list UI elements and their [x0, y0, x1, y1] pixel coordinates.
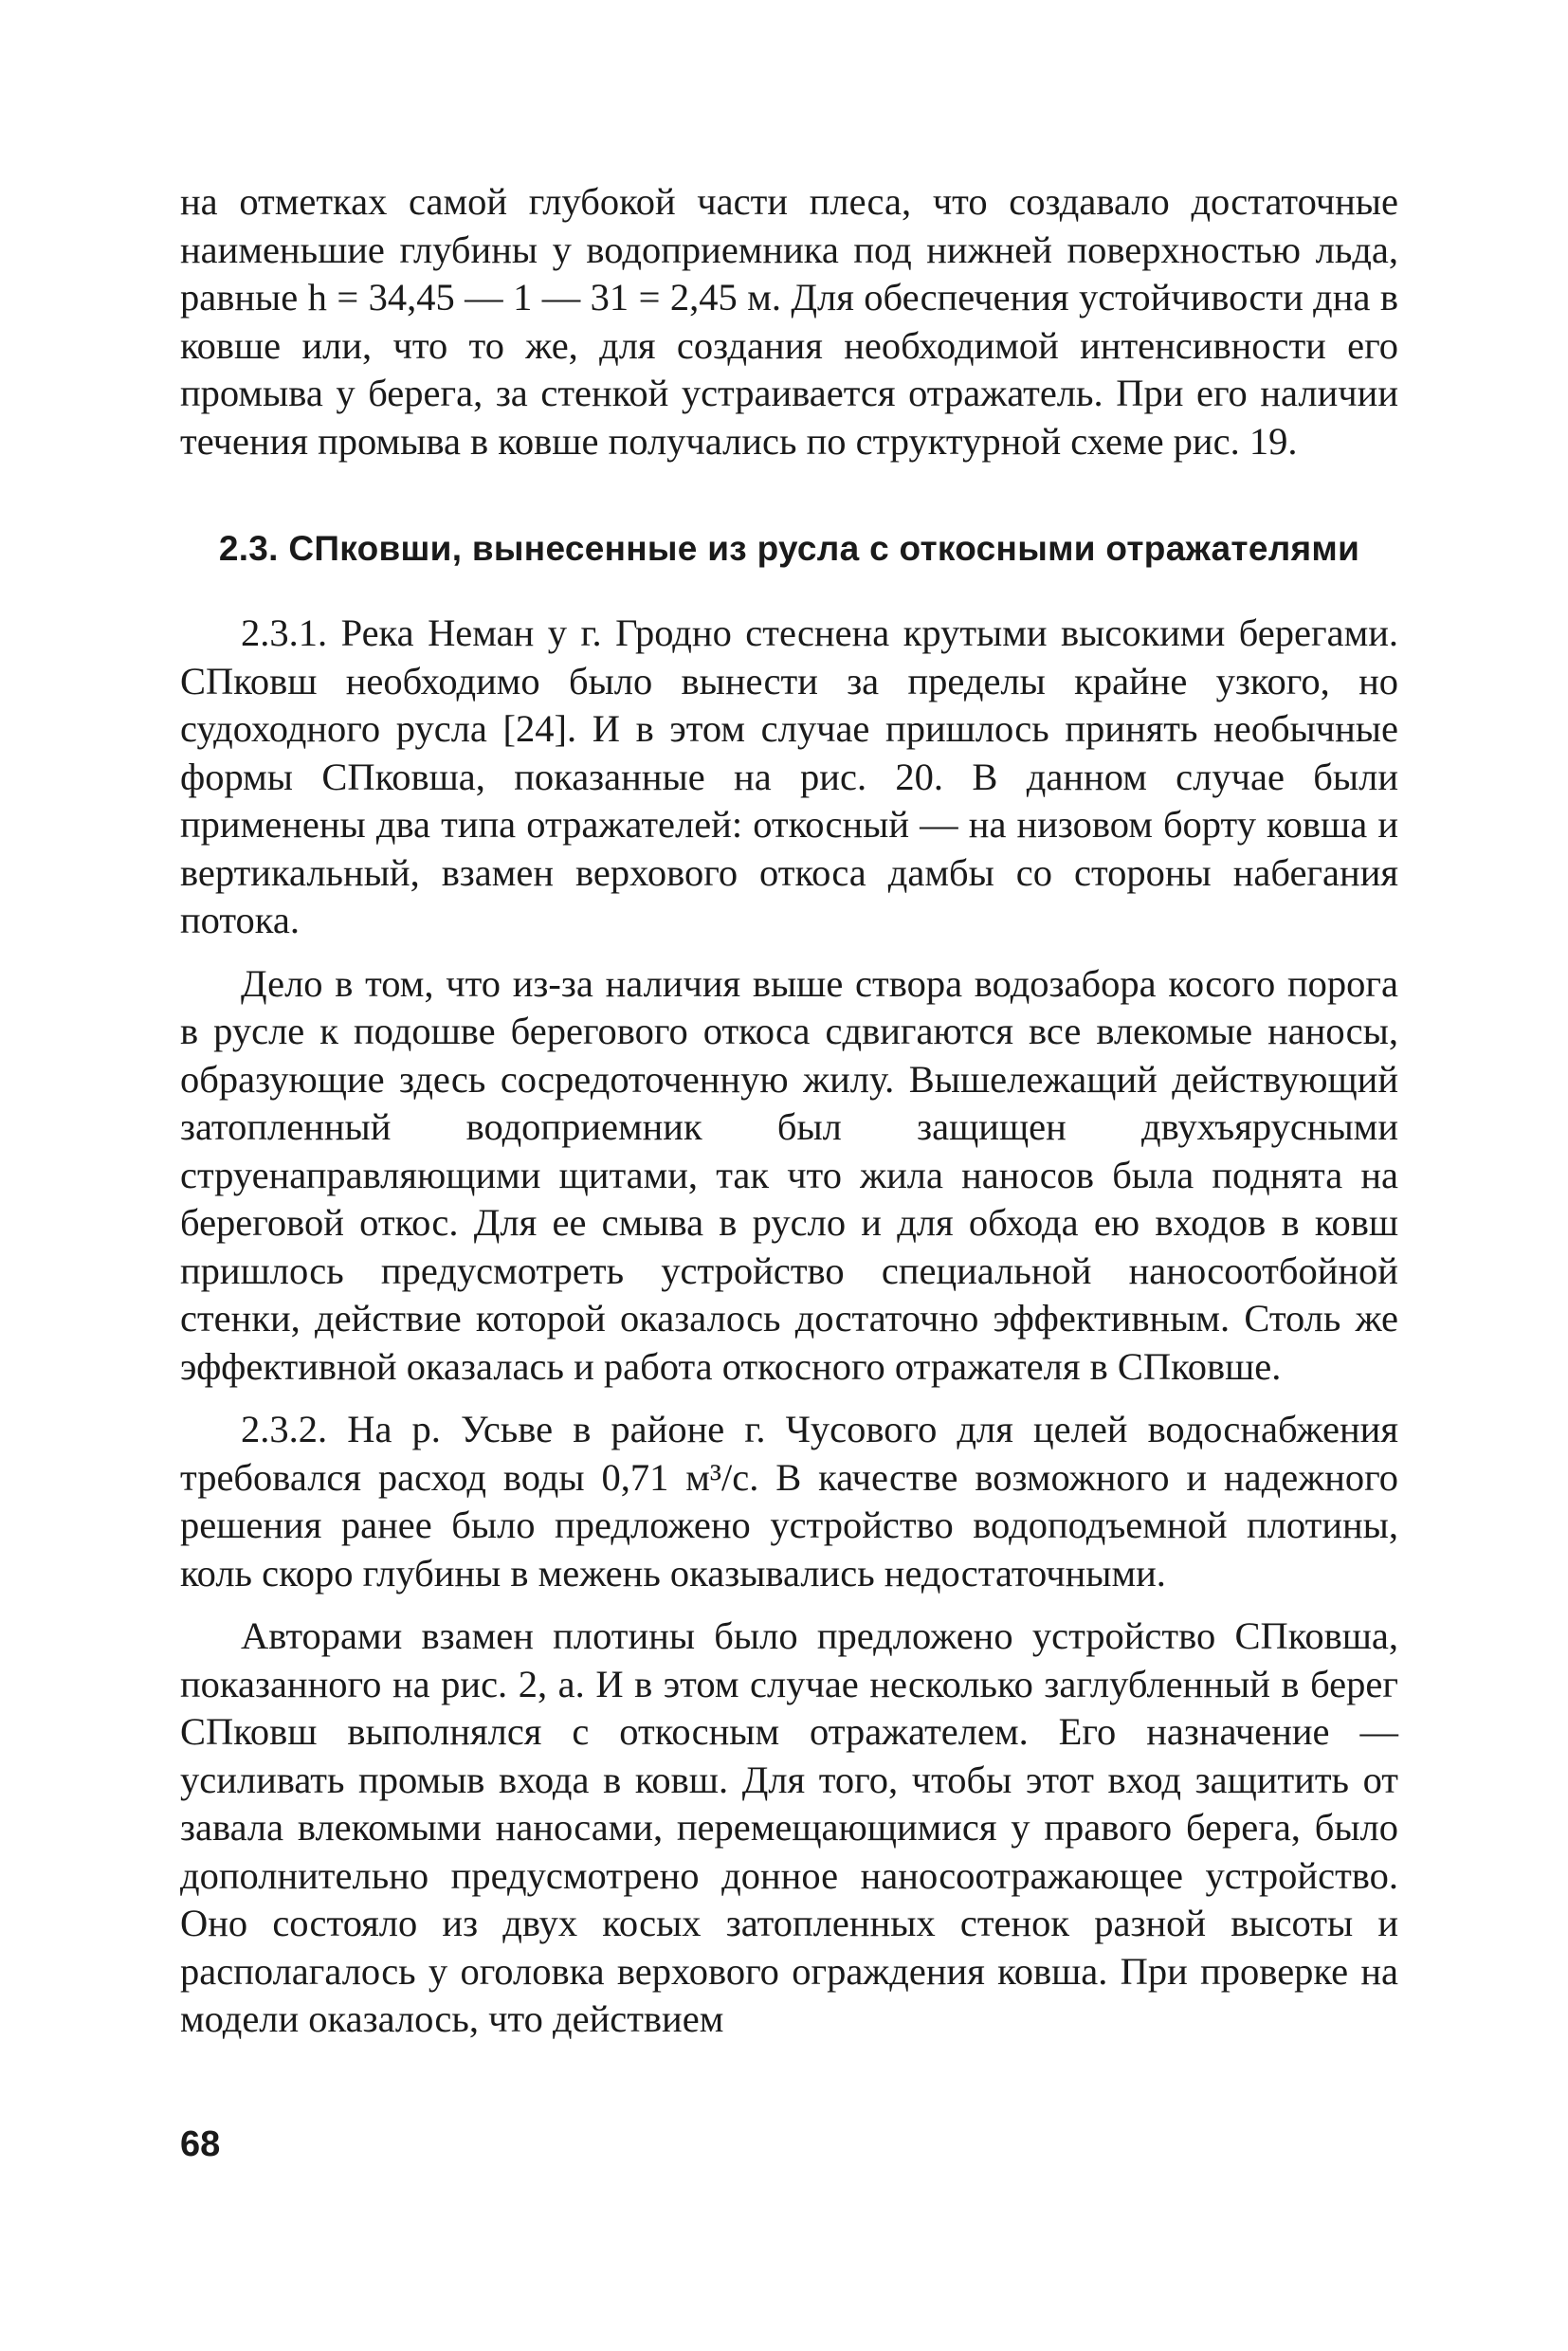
- paragraph-2-3-1: 2.3.1. Река Неман у г. Гродно стеснена крутыми высокими берегами. СПковш необходимо было вынести за пределы крайне узкого, но судоходного русла [24]. И в этом случае пришлось принять необычные формы СПковша, показанные на рис. 20. В данном случае были применены два типа отражателей: откосный — на низовом борту ковша и вертикальный, взамен верхового откоса дамбы со стороны набегания потока.: [180, 611, 1398, 941]
- page-body: [180, 178, 1398, 2044]
- paragraph-authors: Авторами взамен плотины было предложено устройство СПковша, показанного на рис. 2, а. И в этом случае несколько заглубленный в берег СПковш выполнялся с откосным отражателем. Его назначение — усиливать промыв входа в ковш. Для того, чтобы этот вход защитить от завала влекомыми наносами, перемещающимися у правого берега, было дополнительно предусмотрено донное наносоотражающее устройство. Оно состояло из двух косых затопленных стенок разной высоты и располагалось у оголовка верхового ограждения ковша. При проверке на модели оказалось, что действием: [180, 1614, 1398, 2040]
- paragraph-continuation: на отметках самой глубокой части плеса, что создавало достаточные наименьшие глубины у водоприемника под нижней поверхностью льда, равные h = 34,45 — 1 — 31 = 2,45 м. Для обеспечения устойчивости дна в ковше или, что то же, для создания необходимой интенсивности его промыва у берега, за стенкой устраивается отражатель. При его наличии течения промыва в ковше получались по структурной схеме рис. 19.: [180, 180, 1398, 463]
- page-number: 68: [180, 2124, 221, 2164]
- paragraph-2-3-2: 2.3.2. На р. Усьве в районе г. Чусового для целей водоснабжения требовался расход воды 0,71 м³/с. В качестве возможного и надежного решения ранее было предложено устройство водоподъемной плотины, коль скоро глубины в межень оказывались недостаточными.: [180, 1408, 1398, 1595]
- paragraph-deposits: Дело в том, что из-за наличия выше створа водозабора косого порога в русле к подошве берегового откоса сдвигаются все влекомые наносы, образующие здесь сосредоточенную жилу. Вышележащий действующий затопленный водоприемник был защищен двухъярусными струенаправляющими щитами, так что жила наносов была поднята на береговой откос. Для ее смыва в русло и для обхода ею входов в ковш пришлось предусмотреть устройство специальной наносоотбойной стенки, действие которой оказалось достаточно эффективным. Столь же эффективной оказалась и работа откосного отражателя в СПковше.: [180, 961, 1398, 1388]
- section-heading: 2.3. СПковши, вынесенные из русла с откосными отражателями: [218, 529, 1360, 568]
